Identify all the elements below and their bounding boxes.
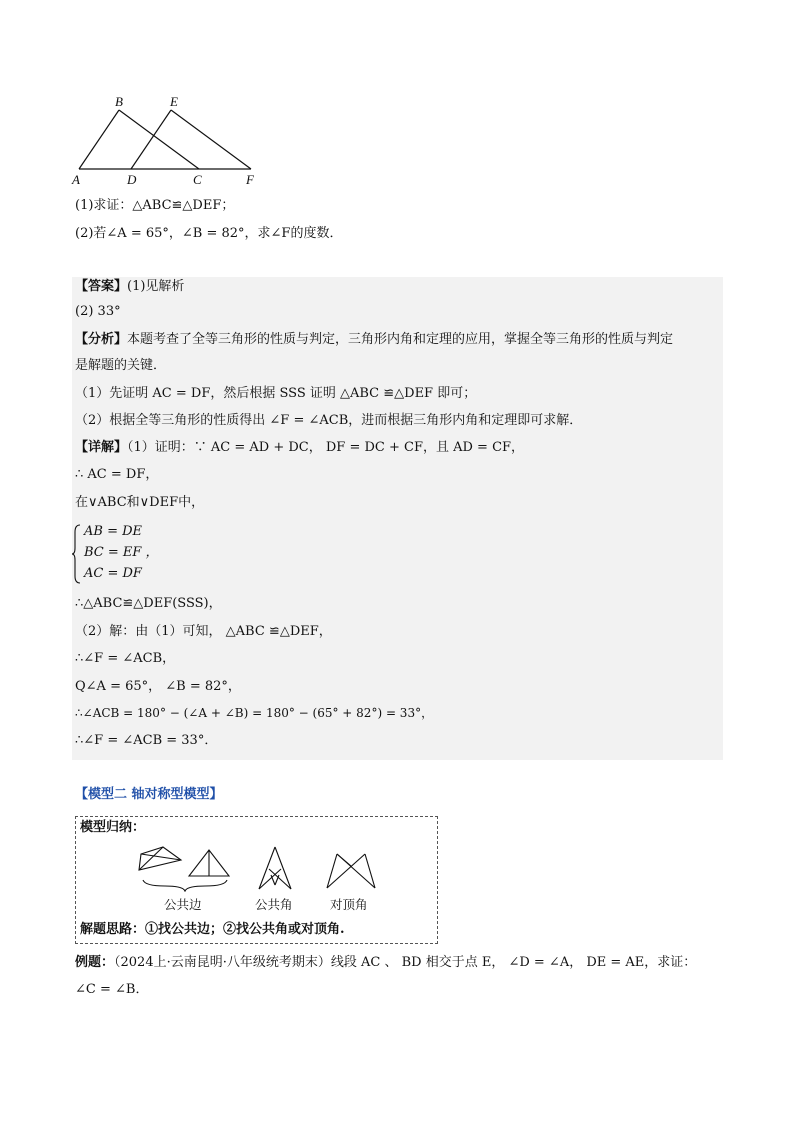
analysis-tag: 【分析】 bbox=[75, 332, 128, 347]
example-text-1: （2024上·云南昆明·八年级统考期末）线段 AC 、 BD 相交于点 E， ∠D = ∠A， DE = AE，求证： bbox=[114, 955, 697, 970]
detail-line-8: ∴∠ACB = 180° − (∠A + ∠B) = 180° − (65° + 82°) = 33°， bbox=[75, 706, 434, 720]
model-hint: 解题思路：①找公共边；②找公共角或对顶角. bbox=[80, 922, 345, 937]
answer-line-1 bbox=[75, 277, 184, 297]
analysis-text-1: 本题考查了全等三角形的性质与判定，三角形内角和定理的应用，掌握全等三角形的性质与判定 bbox=[127, 332, 674, 347]
detail-line-6: ∴∠F = ∠ACB， bbox=[75, 651, 176, 666]
detail-line-9: ∴∠F = ∠ACB = 33°． bbox=[75, 733, 218, 748]
system-brace bbox=[72, 524, 82, 584]
detail-text-1: （1）证明：∵ AC = AD + DC， DF = DC + CF，且 AD = CF， bbox=[127, 440, 525, 455]
detail-line-5: （2）解：由（1）可知， △ABC ≌△DEF， bbox=[75, 624, 332, 639]
common-side-figure bbox=[135, 842, 235, 892]
question-part-2: (2)若∠A = 65°，∠B = 82°，求∠F的度数． bbox=[75, 226, 343, 241]
answer-part-1: (1)见解析 bbox=[127, 279, 185, 294]
example-line-1 bbox=[75, 953, 696, 973]
example-tag: 例题： bbox=[75, 955, 115, 970]
analysis-step-2: （2）根据全等三角形的性质得出 ∠F = ∠ACB，进而根据三角形内角和定理即可求解． bbox=[75, 413, 583, 428]
label-vertical-angle: 对顶角 bbox=[330, 897, 368, 912]
detail-line-3: 在∨ABC和∨DEF中， bbox=[75, 495, 205, 510]
vertex-label-b: B bbox=[115, 94, 123, 109]
question-part-1: (1)求证：△ABC≌△DEF； bbox=[75, 198, 235, 213]
system-eq-2: BC = EF ， bbox=[84, 545, 159, 560]
answer-part-2: (2) 33° bbox=[75, 304, 121, 319]
vertex-label-f: F bbox=[246, 172, 254, 187]
system-eq-1: AB = DE bbox=[84, 524, 143, 539]
vertex-label-e: E bbox=[170, 94, 178, 109]
analysis-line-2: 是解题的关键． bbox=[75, 358, 167, 373]
model-heading: 【模型二 轴对称型模型】 bbox=[75, 787, 223, 802]
vertex-label-d: D bbox=[127, 172, 137, 187]
system-eq-3: AC = DF bbox=[84, 566, 142, 581]
common-angle-figure bbox=[255, 845, 295, 893]
label-common-side: 公共边 bbox=[164, 897, 202, 912]
vertex-label-a: A bbox=[72, 172, 80, 187]
detail-line-4: ∴△ABC≌△DEF(SSS)， bbox=[75, 596, 222, 611]
label-common-angle: 公共角 bbox=[255, 897, 293, 912]
detail-tag: 【详解】 bbox=[75, 440, 128, 455]
example-line-2: ∠C = ∠B． bbox=[75, 982, 149, 997]
detail-line-7: Q∠A = 65°， ∠B = 82°， bbox=[75, 679, 241, 694]
analysis-line-1 bbox=[75, 330, 673, 350]
vertex-label-c: C bbox=[193, 172, 202, 187]
vertical-angle-figure bbox=[325, 850, 377, 892]
answer-tag: 【答案】 bbox=[75, 279, 128, 294]
congruent-triangles-figure bbox=[70, 92, 270, 188]
detail-line-1 bbox=[75, 438, 524, 458]
analysis-step-1: （1）先证明 AC = DF，然后根据 SSS 证明 △ABC ≌△DEF 即可； bbox=[75, 386, 477, 401]
detail-line-2: ∴ AC = DF， bbox=[75, 467, 159, 482]
model-box-title: 模型归纳： bbox=[80, 820, 146, 835]
